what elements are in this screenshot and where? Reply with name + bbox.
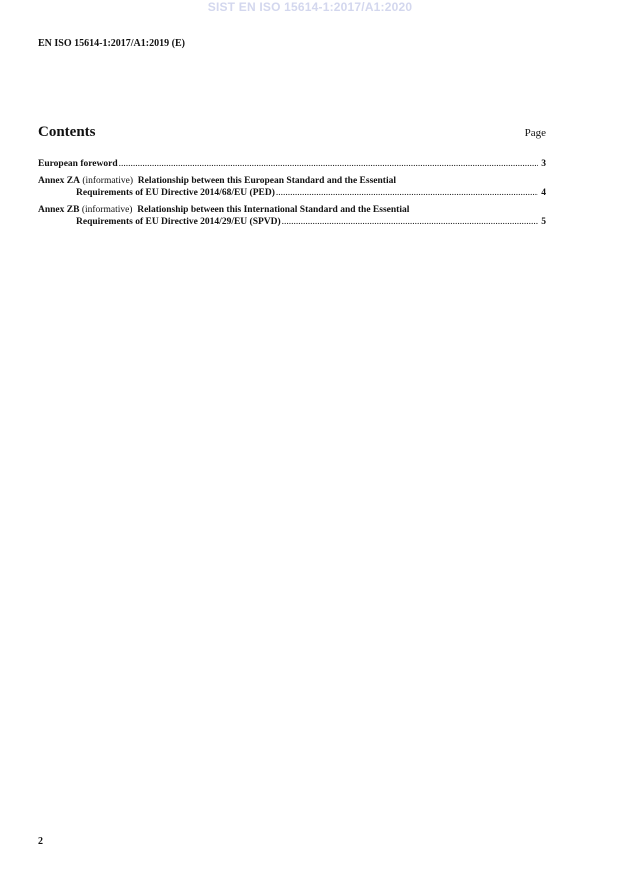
- toc-entry-title[interactable]: European foreword: [38, 159, 118, 169]
- toc-entry-title[interactable]: Relationship between this European Standard and the Essential: [137, 176, 396, 186]
- toc-entry-title-continued[interactable]: Requirements of EU Directive 2014/68/EU (PED): [76, 188, 275, 198]
- toc-entry-title-continued[interactable]: Requirements of EU Directive 2014/29/EU (SPVD): [76, 217, 281, 227]
- toc-entry-foreword[interactable]: [38, 158, 546, 170]
- toc-entry-annex-za[interactable]: [38, 175, 546, 199]
- toc-leader-dots: [276, 187, 538, 199]
- watermark: SIST EN ISO 15614-1:2017/A1:2020: [207, 0, 413, 14]
- toc-page-number: 5: [541, 217, 546, 227]
- toc-page-number: 4: [541, 188, 546, 198]
- table-of-contents: [38, 158, 546, 233]
- toc-entry-qualifier: (informative): [82, 176, 133, 186]
- document-header: EN ISO 15614-1:2017/A1:2019 (E): [38, 38, 185, 49]
- contents-title: Contents: [38, 124, 96, 140]
- toc-page-number: 3: [541, 159, 546, 169]
- toc-leader-dots: [282, 216, 539, 228]
- toc-entry-prefix[interactable]: Annex ZB: [38, 205, 80, 215]
- toc-entry-prefix[interactable]: Annex ZA: [38, 176, 80, 186]
- page-number: 2: [38, 836, 43, 847]
- toc-entry-title[interactable]: Relationship between this International Standard and the Essential: [137, 205, 410, 215]
- page-column-label: Page: [524, 127, 546, 139]
- toc-entry-qualifier: (informative): [81, 205, 133, 215]
- toc-leader-dots: [119, 158, 539, 170]
- toc-entry-annex-zb[interactable]: [38, 204, 546, 228]
- contents-heading: [38, 124, 546, 141]
